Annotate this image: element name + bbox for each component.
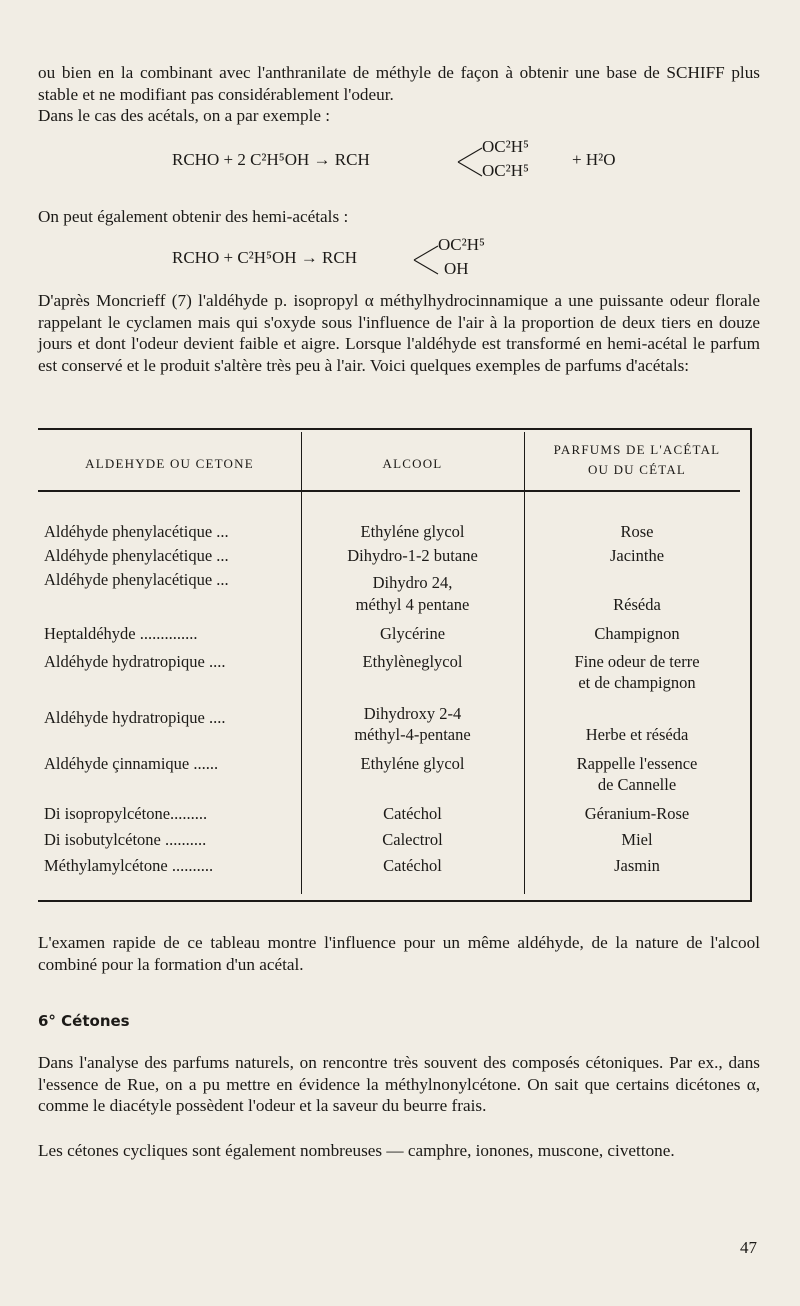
table-cell-alcool: Glycérine	[379, 624, 446, 643]
table-cell-parfum: Rappelle l'essence	[576, 754, 698, 773]
acetal-formula-lhs: RCHO + 2 C²H⁵OH → RCH	[172, 150, 370, 169]
table-cell-aldehyde: Aldéhyde hydratropique ....	[44, 652, 226, 671]
table-cell-alcool: méthyl 4 pentane	[355, 595, 470, 614]
table-cell-alcool: Ethyléne glycol	[360, 754, 465, 773]
table-cell-aldehyde: Aldéhyde phenylacétique ...	[44, 570, 229, 589]
table-cell-alcool: Dihydro 24,	[372, 573, 453, 592]
hemiacetal-formula-lhs: RCHO + C²H⁵OH → RCH	[172, 248, 357, 267]
paragraph-moncrieff: D'après Moncrieff (7) l'aldéhyde p. isopropyl α méthylhydrocinnamique a une puissante odeur florale rappelant le cyclamen mais qui s'oxyde sous l'influence de l'air à la proportion de deux tiers en douze jours et dont l'odeur devient faible et aigre. Lorsque l'aldéhyde est transformé en hemi-acétal le parfum est conservé et le produit s'altère très peu à l'air. Voici quelques exemples de parfums d'acétals:	[38, 291, 760, 375]
table-cell-parfum: Réséda	[613, 595, 661, 614]
paragraph-hemiacetals: On peut également obtenir des hemi-acétals :	[38, 207, 349, 226]
paragraph-cetones-natural: Dans l'analyse des parfums naturels, on rencontre très souvent des composés cétoniques. Par ex., dans l'essence de Rue, on a pu mettre en évidence la méthylnonylcétone. On sait que certains dicétones α, comme le diacétyle possèdent l'odeur et la saveur du beurre frais.	[38, 1053, 760, 1115]
table-cell-alcool: Catéchol	[383, 856, 442, 875]
header-aldehyde: ALDEHYDE OU CETONE	[85, 456, 254, 471]
hemiacetal-formula-top: OC²H⁵	[438, 235, 485, 254]
acetal-formula-rhs: + H²O	[572, 150, 616, 169]
table-cell-alcool: Ethyléne glycol	[360, 522, 465, 541]
table-header-rule	[38, 490, 740, 492]
table-bottom-rule	[38, 900, 752, 902]
table-cell-aldehyde: Aldéhyde phenylacétique ...	[44, 522, 229, 541]
table-cell-parfum: Rose	[620, 522, 654, 541]
table-cell-alcool: méthyl-4-pentane	[354, 725, 471, 744]
table-cell-parfum: Géranium-Rose	[584, 804, 690, 823]
table-cell-aldehyde: Aldéhyde hydratropique ....	[44, 708, 226, 727]
table-cell-parfum: Jasmin	[614, 856, 660, 875]
table-cell-alcool: Calectrol	[382, 830, 443, 849]
table-cell-alcool: Dihydroxy 2-4	[363, 704, 462, 723]
table-cell-parfum: Fine odeur de terre	[574, 652, 700, 671]
paragraph-schiff-base: ou bien en la combinant avec l'anthranilate de méthyle de façon à obtenir une base de SCHIFF plus stable et ne modifiant pas considérablement l'odeur.	[38, 63, 760, 104]
table-right-border	[750, 428, 752, 902]
table-cell-parfum: Champignon	[594, 624, 680, 643]
table-cell-aldehyde: Di isobutylcétone ..........	[44, 830, 207, 849]
paragraph-table-conclusion: L'examen rapide de ce tableau montre l'influence pour un même aldéhyde, de la nature de l'alcool combiné pour la formation d'un acétal.	[38, 933, 760, 974]
table-cell-aldehyde: Aldéhyde phenylacétique ...	[44, 546, 229, 565]
acetal-formula-top: OC²H⁵	[482, 137, 529, 156]
page-number: 47	[740, 1238, 757, 1257]
header-parfum: OU DU CÉTAL	[587, 462, 687, 477]
acetal-formula-bottom: OC²H⁵	[482, 161, 529, 180]
table-cell-aldehyde: Heptaldéhyde ..............	[44, 624, 198, 643]
table-cell-aldehyde: Aldéhyde çinnamique ......	[44, 754, 219, 773]
acetal-perfume-table	[38, 428, 752, 902]
header-parfum: PARFUMS DE L'ACÉTAL	[553, 442, 721, 457]
hemiacetal-formula-bottom: OH	[444, 259, 469, 278]
table-cell-alcool: Dihydro-1-2 butane	[347, 546, 478, 565]
table-cell-aldehyde: Di isopropylcétone.........	[44, 804, 208, 823]
paragraph-acetals-intro: Dans le cas des acétals, on a par exemple :	[38, 106, 331, 125]
table-top-rule	[38, 428, 752, 430]
table-cell-aldehyde: Méthylamylcétone ..........	[44, 856, 214, 875]
table-cell-alcool: Catéchol	[383, 804, 442, 823]
table-cell-parfum: de Cannelle	[597, 775, 677, 794]
section-title-cetones: 6° Cétones	[38, 1012, 130, 1030]
table-cell-alcool: Ethylèneglycol	[362, 652, 463, 671]
table-cell-parfum: et de champignon	[578, 673, 696, 692]
table-cell-parfum: Jacinthe	[609, 546, 665, 565]
paragraph-cyclic-ketones: Les cétones cycliques sont également nombreuses — camphre, ionones, muscone, civettone.	[38, 1141, 675, 1160]
table-cell-parfum: Herbe et réséda	[585, 725, 689, 744]
table-cell-parfum: Miel	[621, 830, 653, 849]
header-alcool: ALCOOL	[382, 456, 443, 471]
